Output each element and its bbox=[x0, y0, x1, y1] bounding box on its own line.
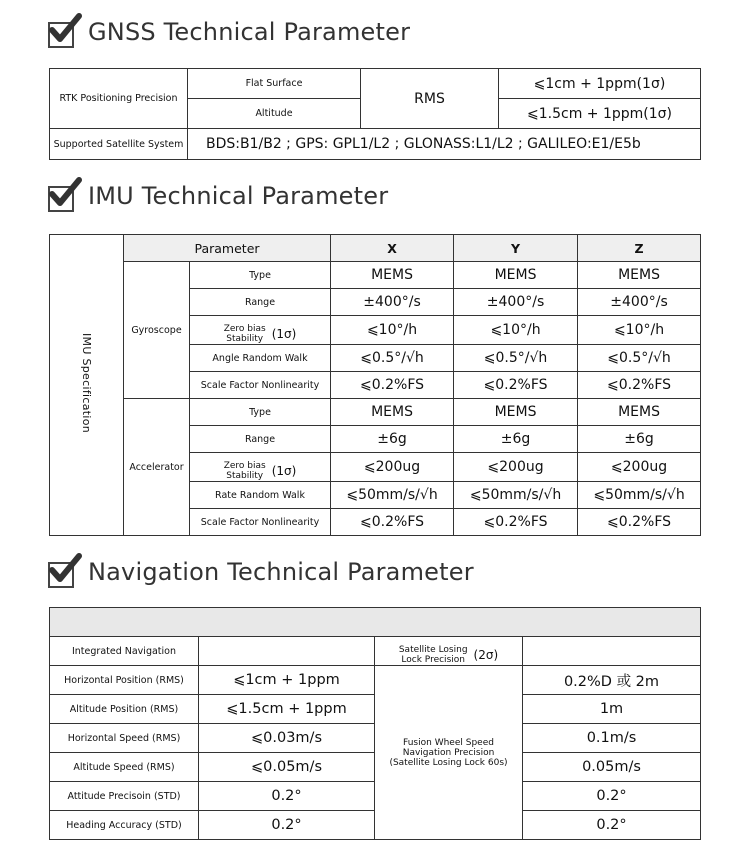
nav-title: Navigation Technical Parameter bbox=[88, 558, 474, 586]
sat-lose-line1: Satellite Losing bbox=[398, 645, 468, 655]
gnss-title: GNSS Technical Parameter bbox=[88, 18, 411, 46]
rms-label: RMS bbox=[361, 69, 499, 129]
imu-title: IMU Technical Parameter bbox=[88, 182, 389, 210]
fusion-line2: Navigation Precision bbox=[402, 747, 495, 758]
value-y: ±400°/s bbox=[454, 289, 578, 316]
value-y: MEMS bbox=[454, 399, 578, 426]
checkmark-icon bbox=[48, 562, 74, 588]
header-parameter: Parameter bbox=[124, 235, 331, 262]
nav-param-value: ⩽1cm + 1ppm bbox=[199, 666, 375, 695]
value-y: ⩽50mm/s/√h bbox=[454, 482, 578, 509]
nav-param-value: ⩽0.05m/s bbox=[199, 753, 375, 782]
value-z: ⩽0.2%FS bbox=[578, 509, 701, 536]
integrated-nav-label: Integrated Navigation bbox=[50, 637, 199, 666]
rtk-precision-label: RTK Positioning Precision bbox=[50, 69, 188, 129]
value-z: ⩽0.5°/√h bbox=[578, 345, 701, 372]
value-z: ⩽10°/h bbox=[578, 316, 701, 345]
imu-section-title bbox=[48, 178, 388, 214]
param-name: Rate Random Walk bbox=[190, 482, 331, 509]
nav-lost-value: 0.1m/s bbox=[523, 724, 701, 753]
gnss-table bbox=[49, 68, 701, 160]
nav-section-title bbox=[48, 554, 474, 590]
fusion-line3: (Satellite Losing Lock 60s) bbox=[389, 757, 508, 768]
fusion-wheel-label bbox=[375, 666, 523, 840]
param-name: Type bbox=[190, 262, 331, 289]
satellite-system-value: BDS:B1/B2 ; GPS: GPL1/L2 ; GLONASS:L1/L2 ; GALILEO:E1/E5b bbox=[188, 129, 701, 160]
value-y: ⩽0.2%FS bbox=[454, 372, 578, 399]
value-x: ⩽10°/h bbox=[331, 316, 454, 345]
nav-param-name: Altitude Position (RMS) bbox=[50, 695, 199, 724]
nav-param-name: Horizontal Speed (RMS) bbox=[50, 724, 199, 753]
value-x: ⩽200ug bbox=[331, 453, 454, 482]
zero-bias-line2: Stability bbox=[226, 471, 264, 481]
gnss-section-title bbox=[48, 14, 410, 50]
value-y: ±6g bbox=[454, 426, 578, 453]
value-z: ±6g bbox=[578, 426, 701, 453]
param-name: Range bbox=[190, 426, 331, 453]
satellite-system-label: Supported Satellite System bbox=[50, 129, 188, 160]
value-z: MEMS bbox=[578, 262, 701, 289]
value-x: ±6g bbox=[331, 426, 454, 453]
sat-lose-label bbox=[375, 637, 523, 666]
param-name: Scale Factor Nonlinearity bbox=[190, 372, 331, 399]
imu-spec-cell bbox=[50, 235, 124, 536]
checkmark-icon bbox=[48, 186, 74, 212]
value-z: MEMS bbox=[578, 399, 701, 426]
nav-param-value: ⩽0.03m/s bbox=[199, 724, 375, 753]
param-name: Scale Factor Nonlinearity bbox=[190, 509, 331, 536]
nav-lost-value: 0.2° bbox=[523, 811, 701, 840]
nav-param-value: 0.2° bbox=[199, 782, 375, 811]
param-name: Range bbox=[190, 289, 331, 316]
sigma-label: (2σ) bbox=[473, 648, 499, 662]
zero-bias-line2: Stability bbox=[226, 334, 264, 344]
header-y: Y bbox=[454, 235, 578, 262]
flat-surface-value: ⩽1cm + 1ppm(1σ) bbox=[499, 69, 701, 99]
param-name bbox=[190, 453, 331, 482]
nav-table bbox=[49, 607, 701, 840]
accelerator-label: Accelerator bbox=[124, 399, 190, 536]
value-y: MEMS bbox=[454, 262, 578, 289]
altitude-label: Altitude bbox=[188, 99, 361, 129]
value-y: ⩽0.2%FS bbox=[454, 509, 578, 536]
value-z: ⩽200ug bbox=[578, 453, 701, 482]
sat-lose-line2: Lock Precision bbox=[401, 655, 465, 665]
flat-surface-label: Flat Surface bbox=[188, 69, 361, 99]
nav-param-name: Attitude Precisoin (STD) bbox=[50, 782, 199, 811]
checkmark-icon bbox=[48, 22, 74, 48]
value-x: MEMS bbox=[331, 262, 454, 289]
value-z: ±400°/s bbox=[578, 289, 701, 316]
value-x: ±400°/s bbox=[331, 289, 454, 316]
gyroscope-label: Gyroscope bbox=[124, 262, 190, 399]
value-y: ⩽10°/h bbox=[454, 316, 578, 345]
param-name: Type bbox=[190, 399, 331, 426]
altitude-value: ⩽1.5cm + 1ppm(1σ) bbox=[499, 99, 701, 129]
imu-table bbox=[49, 234, 701, 536]
nav-param-value: 0.2° bbox=[199, 811, 375, 840]
nav-param-value: ⩽1.5cm + 1ppm bbox=[199, 695, 375, 724]
imu-spec-label: IMU Specification bbox=[80, 332, 93, 433]
param-name: Angle Random Walk bbox=[190, 345, 331, 372]
zero-bias-line1: Zero bias bbox=[223, 324, 266, 334]
value-x: ⩽0.2%FS bbox=[331, 509, 454, 536]
integrated-nav-empty bbox=[199, 637, 375, 666]
nav-lost-value: 0.2° bbox=[523, 782, 701, 811]
nav-param-name: Heading Accuracy (STD) bbox=[50, 811, 199, 840]
value-z: ⩽50mm/s/√h bbox=[578, 482, 701, 509]
nav-param-name: Horizontal Position (RMS) bbox=[50, 666, 199, 695]
nav-lost-value: 1m bbox=[523, 695, 701, 724]
nav-lost-value: 0.05m/s bbox=[523, 753, 701, 782]
value-y: ⩽200ug bbox=[454, 453, 578, 482]
sigma-label: (1σ) bbox=[271, 327, 297, 341]
value-x: ⩽0.5°/√h bbox=[331, 345, 454, 372]
nav-lost-value: 0.2%D 或 2m bbox=[523, 666, 701, 695]
nav-param-name: Altitude Speed (RMS) bbox=[50, 753, 199, 782]
value-x: ⩽0.2%FS bbox=[331, 372, 454, 399]
sigma-label: (1σ) bbox=[271, 464, 297, 478]
header-z: Z bbox=[578, 235, 701, 262]
value-y: ⩽0.5°/√h bbox=[454, 345, 578, 372]
fusion-line1: Fusion Wheel Speed bbox=[403, 737, 494, 748]
param-name bbox=[190, 316, 331, 345]
value-z: ⩽0.2%FS bbox=[578, 372, 701, 399]
nav-header-bar bbox=[50, 608, 701, 637]
header-x: X bbox=[331, 235, 454, 262]
value-x: MEMS bbox=[331, 399, 454, 426]
sat-lose-empty bbox=[523, 637, 701, 666]
zero-bias-line1: Zero bias bbox=[223, 461, 266, 471]
value-x: ⩽50mm/s/√h bbox=[331, 482, 454, 509]
